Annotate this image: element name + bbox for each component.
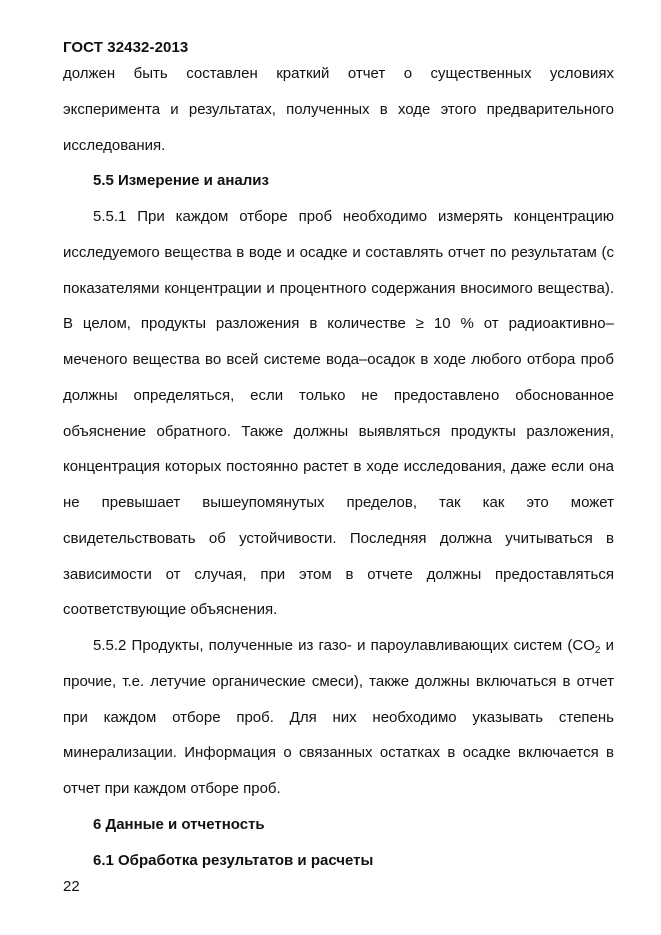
continuation-paragraph: должен быть составлен краткий отчет о существенных условиях эксперимента и результатах, полученных в ходе этого предварительного исследования. <box>63 65 614 154</box>
paragraph-5-5-2 <box>63 628 614 807</box>
paragraph-5-5-2-end: и прочие, т.е. летучие органические смеси), также должны включаться в отчет при каждом отборе проб. Для них необходимо указывать степень минерализации. Информация о связанных остатках в осадке включается в отчет при каждом отборе проб. <box>63 637 615 797</box>
paragraph-5-5-1: 5.5.1 При каждом отборе проб необходимо измерять концентрацию исследуемого вещества в воде и осадке и составлять отчет по результатам (с показателями концентрации и процентного содержания вносимого вещества). В целом, продукты разложения в количестве ≥ 10 % от радиоактивно–меченого вещества во всей системе вода–осадок в ходе любого отбора проб должны определяться, если только не предоставлено обоснованное объяснение обратного. Также должны выявляться продукты разложения, концентрация которых постоянно растет в ходе исследования, даже если она не превышает вышеупомянутых пределов, так как это может свидетельствовать об устойчивости. Последняя должна учитываться в зависимости от случая, при этом в отчете должны предоставляться соответствующие объяснения. <box>63 208 614 619</box>
section-6-1-heading: 6.1 Обработка результатов и расчеты <box>93 851 374 869</box>
standard-header: ГОСТ 32432-2013 <box>63 39 189 56</box>
section-5-5-heading: 5.5 Измерение и анализ <box>93 172 269 190</box>
section-6-heading: 6 Данные и отчетность <box>93 815 265 833</box>
page-number: 22 <box>63 878 80 895</box>
page-content <box>63 56 614 878</box>
paragraph-5-5-2-start: 5.5.2 Продукты, полученные из газо- и пароулавливающих систем (CO <box>93 637 595 654</box>
co2-subscript: 2 <box>594 645 601 656</box>
